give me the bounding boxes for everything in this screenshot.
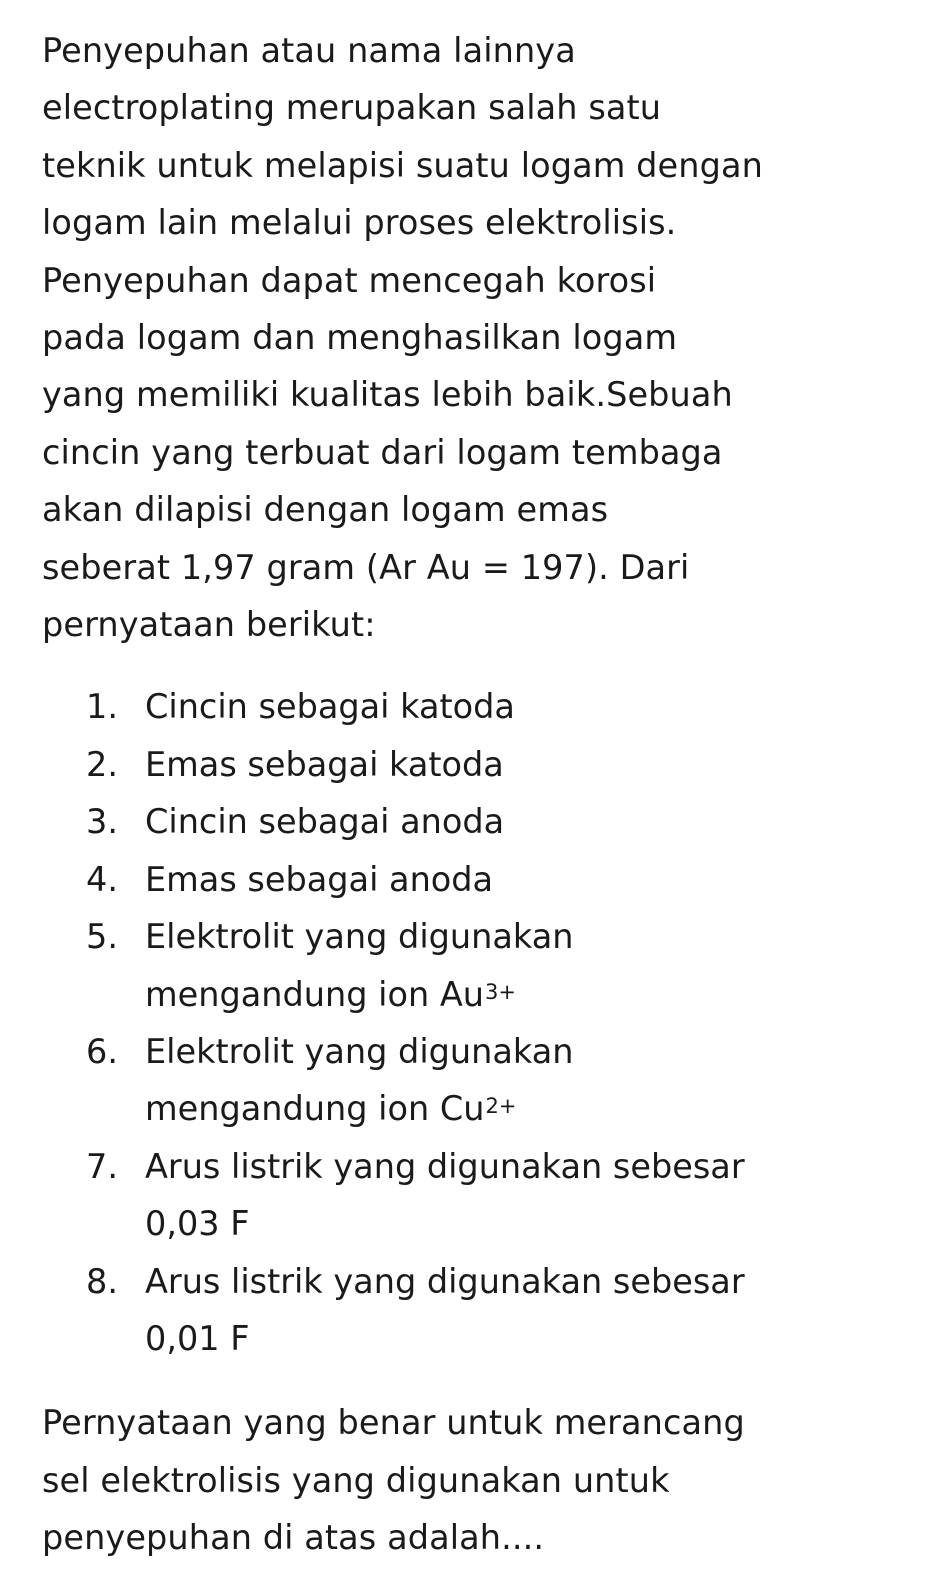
intro-paragraph: [42, 22, 922, 653]
ion-charge: 2+: [485, 1094, 517, 1119]
statement-item: [42, 678, 922, 735]
statement-text: Arus listrik yang digunakan sebesar: [145, 1261, 745, 1301]
statement-text: Emas sebagai anoda: [145, 859, 494, 899]
document: [42, 22, 922, 1567]
statement-item: [42, 1138, 922, 1253]
statement-item: [42, 908, 922, 1023]
statement-number: 7.: [86, 1146, 118, 1186]
statement-item: [42, 736, 922, 793]
statement-number: 5.: [86, 917, 118, 957]
intro-line: electroplating merupakan salah satu: [42, 88, 662, 128]
statement-text-continued: 0,03 F: [145, 1204, 250, 1244]
question-paragraph: [42, 1394, 922, 1566]
statement-list: [42, 678, 922, 1367]
statement-text-continued: [145, 1080, 922, 1137]
statement-text-continued: 0,01 F: [145, 1318, 250, 1358]
question-line: Pernyataan yang benar untuk merancang: [42, 1403, 745, 1443]
statement-text: Elektrolit yang digunakan: [145, 917, 574, 957]
statement-text-continued: [145, 966, 922, 1023]
statement-text: Cincin sebagai anoda: [145, 802, 505, 842]
statement-item: [42, 851, 922, 908]
intro-line: yang memiliki kualitas lebih baik.Sebuah: [42, 375, 733, 415]
statement-number: 8.: [86, 1261, 118, 1301]
intro-line: logam lain melalui proses elektrolisis.: [42, 203, 677, 243]
question-line: penyepuhan di atas adalah....: [42, 1518, 545, 1558]
intro-line: cincin yang terbuat dari logam tembaga: [42, 432, 723, 472]
statement-text: Elektrolit yang digunakan: [145, 1031, 574, 1071]
intro-line: Penyepuhan dapat mencegah korosi: [42, 260, 657, 300]
intro-line: seberat 1,97 gram (Ar Au = 197). Dari: [42, 547, 690, 587]
ion-label: mengandung ion Au: [145, 974, 484, 1014]
intro-line: pernyataan berikut:: [42, 605, 376, 645]
statement-text: Arus listrik yang digunakan sebesar: [145, 1146, 745, 1186]
intro-line: pada logam dan menghasilkan logam: [42, 318, 678, 358]
statement-item: [42, 793, 922, 850]
intro-line: Penyepuhan atau nama lainnya: [42, 31, 576, 70]
intro-line: teknik untuk melapisi suatu logam dengan: [42, 145, 763, 185]
statement-text: Cincin sebagai katoda: [145, 687, 515, 727]
statement-number: 1.: [86, 687, 118, 727]
intro-line: akan dilapisi dengan logam emas: [42, 490, 609, 530]
ion-label: mengandung ion Cu: [145, 1089, 485, 1129]
ion-charge: 3+: [484, 979, 516, 1004]
question-line: sel elektrolisis yang digunakan untuk: [42, 1460, 670, 1500]
statement-item: [42, 1023, 922, 1138]
statement-text: Emas sebagai katoda: [145, 744, 504, 784]
statement-number: 6.: [86, 1031, 118, 1071]
statement-number: 2.: [86, 744, 118, 784]
statement-number: 3.: [86, 802, 118, 842]
statement-number: 4.: [86, 859, 118, 899]
statement-item: [42, 1253, 922, 1368]
